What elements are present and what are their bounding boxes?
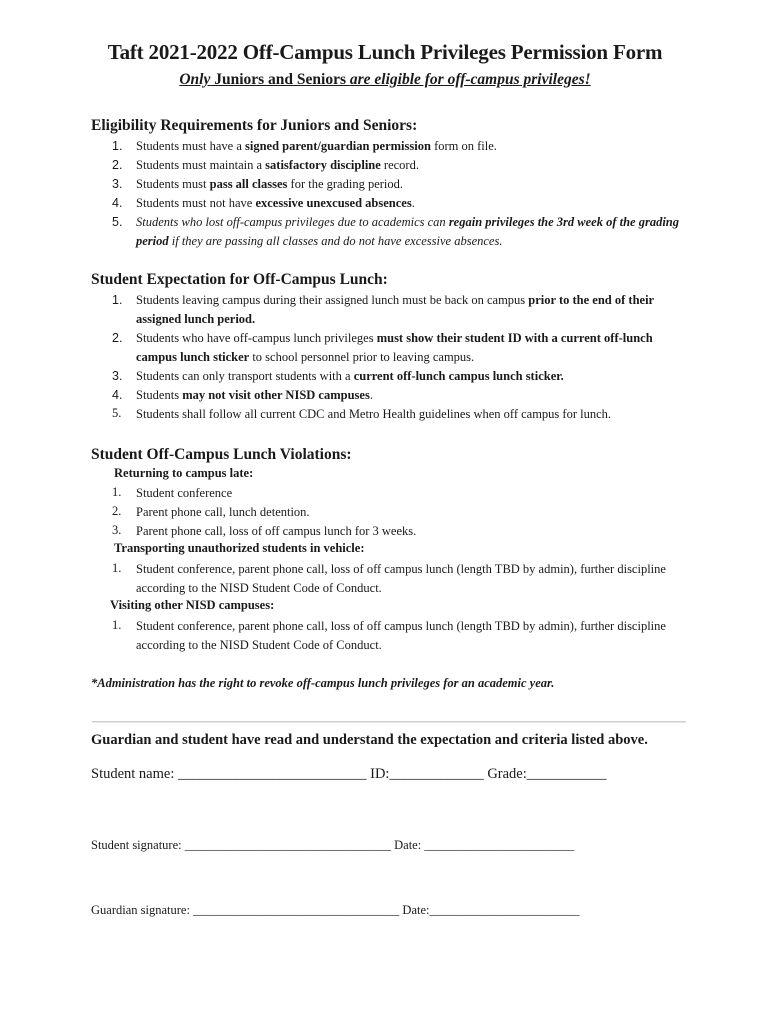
acknowledgement-statement: Guardian and student have read and understand the expectation and criteria listed above.: [91, 732, 648, 748]
list-number: 1.: [112, 485, 122, 499]
list-text: Students shall follow all current CDC and Metro Health guidelines when off campus for lunch.: [136, 407, 612, 421]
violation-visiting-label: Visiting other NISD campuses:: [110, 598, 275, 612]
list-number: 3.: [112, 523, 122, 537]
subtitle-only: Only: [179, 71, 211, 88]
list-text: Students must have a signed parent/guardian permission form on file.: [136, 139, 497, 153]
list-text: Students can only transport students with a current off-lunch campus lunch sticker.: [136, 369, 564, 383]
list-text: Students who lost off-campus privileges due to academics can regain privileges the 3rd week of the grading period if they are passing all classes and do not have excessive absences.: [136, 215, 680, 248]
guardian-signature-line[interactable]: Guardian signature: _________________________________ Date:________________________: [91, 903, 580, 917]
form-title: Taft 2021-2022 Off-Campus Lunch Privileges Permission Form: [107, 40, 663, 64]
form-subtitle: [0, 71, 770, 89]
list-text: Students leaving campus during their assigned lunch must be back on campus prior to the end of their assigned lunch period.: [136, 293, 654, 326]
subtitle-eligible: are eligible for off-campus privileges!: [349, 71, 591, 88]
list-number: 3.: [112, 177, 123, 191]
list-number: 5.: [112, 406, 122, 420]
list-text: Parent phone call, loss of off campus lunch for 3 weeks.: [136, 524, 417, 538]
list-number: 1.: [112, 618, 122, 632]
list-text: Students must maintain a satisfactory discipline record.: [136, 158, 419, 172]
list-number: 2.: [112, 158, 123, 172]
admin-note: *Administration has the right to revoke off-campus lunch privileges for an academic year.: [91, 676, 555, 690]
list-number: 1.: [112, 139, 123, 153]
expectation-heading: Student Expectation for Off-Campus Lunch:: [91, 271, 388, 288]
list-number: 2.: [112, 504, 122, 518]
list-number: 4.: [112, 196, 123, 210]
list-number: 3.: [112, 369, 123, 383]
list-text: Student conference: [136, 486, 233, 500]
subtitle-juniors-seniors: Juniors and Seniors: [210, 71, 350, 88]
list-text: Student conference, parent phone call, loss of off campus lunch (length TBD by admin), further discipline according to the NISD Student Code of Conduct.: [136, 619, 666, 652]
violation-transport-label: Transporting unauthorized students in vehicle:: [114, 541, 365, 555]
eligibility-heading: Eligibility Requirements for Juniors and Seniors:: [91, 117, 418, 134]
list-text: Students must not have excessive unexcused absences.: [136, 196, 415, 210]
list-text: Students must pass all classes for the grading period.: [136, 177, 404, 191]
list-text: Student conference, parent phone call, loss of off campus lunch (length TBD by admin), further discipline according to the NISD Student Code of Conduct.: [136, 562, 666, 595]
student-signature-line[interactable]: Student signature: _________________________________ Date: ________________________: [91, 838, 575, 852]
violations-heading: Student Off-Campus Lunch Violations:: [91, 446, 352, 463]
list-number: 5.: [112, 215, 123, 229]
violation-late-label: Returning to campus late:: [114, 466, 254, 480]
list-number: 2.: [112, 331, 123, 345]
student-info-line[interactable]: Student name: __________________________ ID:_____________ Grade:___________: [91, 766, 607, 782]
list-number: 1.: [112, 561, 122, 575]
list-text: Parent phone call, lunch detention.: [136, 505, 310, 519]
list-text: Students who have off-campus lunch privileges must show their student ID with a current off-lunch campus lunch sticker to school personnel prior to leaving campus.: [136, 331, 653, 364]
list-number: 4.: [112, 388, 123, 402]
list-number: 1.: [112, 293, 123, 307]
divider: [92, 721, 686, 723]
list-text: Students may not visit other NISD campuses.: [136, 388, 373, 402]
